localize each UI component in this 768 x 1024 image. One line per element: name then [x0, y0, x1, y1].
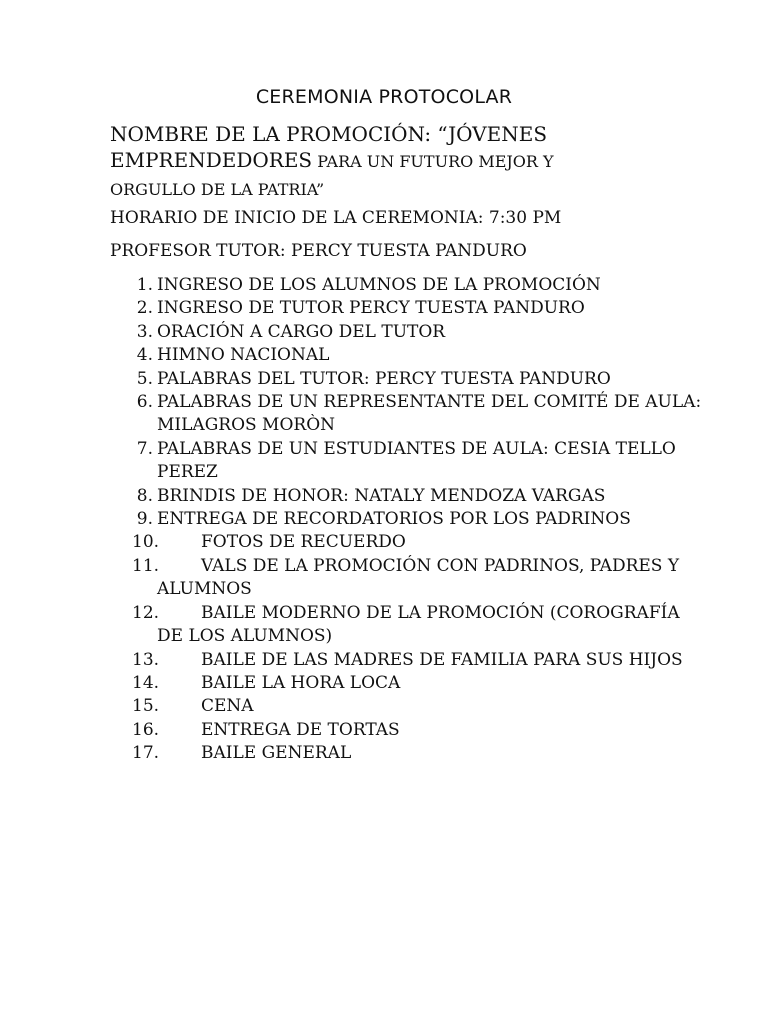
item-text: VALS DE LA PROMOCIÓN CON PADRINOS, PADRES Y ALUMNOS	[157, 555, 680, 600]
promotion-rest-line1: PARA UN FUTURO MEJOR Y	[312, 152, 554, 171]
tutor-professor: PROFESOR TUTOR: PERCY TUESTA PANDURO	[110, 241, 527, 261]
list-item	[110, 742, 710, 765]
list-item	[110, 297, 710, 320]
item-number: 11.	[132, 555, 160, 576]
item-text: BAILE LA HORA LOCA	[201, 672, 401, 693]
item-text: BAILE DE LAS MADRES DE FAMILIA PARA SUS HIJOS	[201, 649, 683, 670]
ceremony-start-time: HORARIO DE INICIO DE LA CEREMONIA: 7:30 PM	[110, 208, 562, 228]
list-item	[110, 438, 710, 485]
list-item	[110, 672, 710, 695]
item-number: 16.	[132, 719, 160, 740]
item-text: HIMNO NACIONAL	[157, 345, 330, 366]
item-text: BAILE GENERAL	[201, 743, 352, 764]
list-item	[110, 391, 710, 438]
item-text: ORACIÓN A CARGO DEL TUTOR	[157, 321, 446, 342]
list-item	[110, 531, 710, 554]
item-number: 1.	[136, 275, 153, 295]
item-number: 12.	[132, 602, 160, 623]
item-text: CENA	[201, 696, 254, 717]
item-number: 8.	[136, 485, 153, 506]
item-text: BAILE MODERNO DE LA PROMOCIÓN (COROGRAFÍA DE LOS ALUMNOS)	[157, 602, 680, 647]
item-number: 4.	[136, 345, 153, 366]
promotion-label: NOMBRE DE LA PROMOCIÓN: “JÓVENES EMPRENDEDORES	[110, 122, 548, 172]
item-number: 3.	[136, 321, 153, 342]
promotion-name	[110, 121, 710, 203]
list-item	[110, 602, 710, 649]
item-text: PALABRAS DE UN REPRESENTANTE DEL COMITÉ DE AULA: MILAGROS MORÒN	[157, 392, 702, 436]
list-item	[110, 368, 710, 391]
document-title: CEREMONIA PROTOCOLAR	[255, 86, 513, 108]
item-number: 13.	[132, 649, 160, 670]
list-item	[110, 344, 710, 367]
item-text: INGRESO DE TUTOR PERCY TUESTA PANDURO	[157, 298, 585, 319]
item-text: BRINDIS DE HONOR: NATALY MENDOZA VARGAS	[157, 485, 606, 506]
item-number: 10.	[132, 532, 160, 553]
item-number: 15.	[132, 696, 160, 717]
list-item	[110, 274, 710, 297]
item-number: 7.	[136, 438, 153, 459]
item-number: 2.	[136, 298, 153, 319]
item-text: ENTREGA DE TORTAS	[201, 719, 400, 740]
list-item	[110, 719, 710, 742]
item-number: 6.	[136, 392, 153, 413]
list-item	[110, 695, 710, 718]
item-text: PALABRAS DE UN ESTUDIANTES DE AULA: CESIA TELLO PEREZ	[157, 438, 676, 483]
list-item	[110, 508, 710, 531]
list-item	[110, 649, 710, 672]
item-text: PALABRAS DEL TUTOR: PERCY TUESTA PANDURO	[157, 368, 611, 389]
promotion-rest-line2: ORGULLO DE LA PATRIA”	[110, 180, 325, 199]
item-text: FOTOS DE RECUERDO	[201, 532, 406, 553]
list-item	[110, 555, 710, 602]
item-number: 5.	[136, 368, 153, 389]
list-item	[110, 321, 710, 344]
program-list	[110, 274, 710, 766]
item-text: ENTREGA DE RECORDATORIOS POR LOS PADRINOS	[157, 509, 631, 530]
list-item	[110, 485, 710, 508]
item-number: 17.	[132, 743, 160, 764]
item-number: 9.	[136, 509, 153, 530]
item-text: INGRESO DE LOS ALUMNOS DE LA PROMOCIÓN	[157, 275, 601, 295]
item-number: 14.	[132, 672, 160, 693]
